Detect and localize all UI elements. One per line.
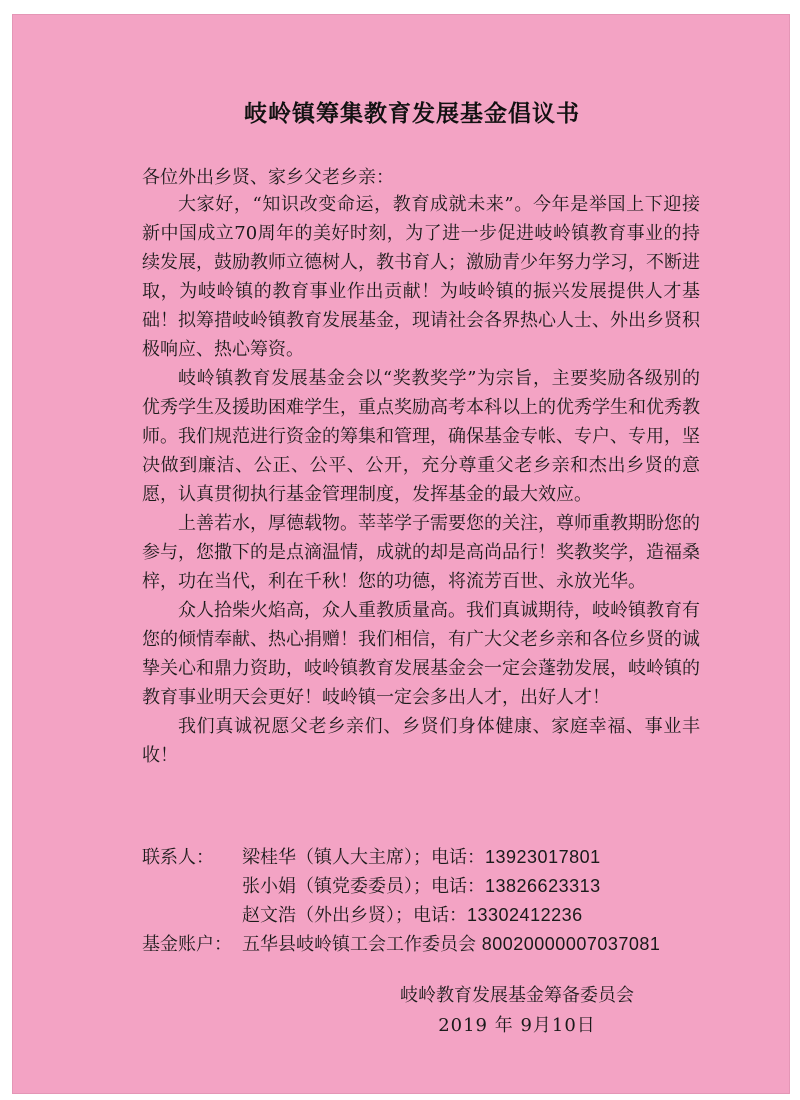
account-label: 基金账户： xyxy=(142,934,232,955)
paragraph-3: 上善若水，厚德载物。莘莘学子需要您的关注，尊师重教期盼您的参与，您撒下的是点滴温情，成就的却是高尚品行！奖教奖学，造福桑梓，功在当代，利在千秋！您的功德，将流芳百世、永放光华。 xyxy=(142,513,700,592)
contact-row-3 xyxy=(142,901,660,930)
account-name: 五华县岐岭镇工会工作委员会 xyxy=(242,934,476,955)
paragraph-1: 大家好，“知识改变命运，教育成就未来”。今年是举国上下迎接新中国成立70周年的美好时刻，为了进一步促进岐岭镇教育事业的持续发展，鼓励教师立德树人，教书育人；激励青少年努力学习，不断进取，为岐岭镇的教育事业作出贡献！为岐岭镇的振兴发展提供人才基础！拟筹措岐岭镇教育发展基金，现请社会各界热心人士、外出乡贤积极响应、热心筹资。 xyxy=(142,194,700,360)
paragraph-5: 我们真诚祝愿父老乡亲们、乡贤们身体健康、家庭幸福、事业丰收！ xyxy=(142,716,700,766)
contact-person-2: 张小娟（镇党委委员）；电话： xyxy=(242,876,485,897)
document-title: 岐岭镇筹集教育发展基金倡议书 xyxy=(244,101,580,127)
contact-block xyxy=(142,843,660,959)
contact-row-2 xyxy=(142,872,660,901)
salutation: 各位外出乡贤、家乡父老乡亲： xyxy=(142,167,394,188)
contact-phone-2: 13826623313 xyxy=(485,876,601,896)
signature-org: 岐岭教育发展基金筹备委员会 xyxy=(400,985,634,1006)
account-row xyxy=(142,930,660,959)
paragraph-4: 众人拾柴火焰高，众人重教质量高。我们真诚期待，岐岭镇教育有您的倾情奉献、热心捐赠！我们相信，有广大父老乡亲和各位乡贤的诚挚关心和鼎力资助，岐岭镇教育发展基金会一定会蓬勃发展，岐岭镇的教育事业明天会更好！岐岭镇一定会多出人才，出好人才！ xyxy=(142,600,700,708)
contact-row-1 xyxy=(142,843,660,872)
pink-paper-sheet xyxy=(12,14,790,1094)
account-number: 80020000007037081 xyxy=(481,934,661,954)
signature-date: 2019 年 9月10日 xyxy=(438,1015,596,1036)
contact-phone-1: 13923017801 xyxy=(485,847,601,867)
contact-label: 联系人： xyxy=(142,847,214,868)
contact-person-3: 赵文浩（外出乡贤）；电话： xyxy=(242,905,467,926)
contact-person-1: 梁桂华（镇人大主席）；电话： xyxy=(242,847,485,868)
contact-phone-3: 13302412236 xyxy=(467,905,583,925)
paragraph-2: 岐岭镇教育发展基金会以“奖教奖学”为宗旨，主要奖励各级别的优秀学生及援助困难学生，重点奖励高考本科以上的优秀学生和优秀教师。我们规范进行资金的筹集和管理，确保基金专帐、专户、专用，坚决做到廉洁、公正、公平、公开，充分尊重父老乡亲和杰出乡贤的意愿，认真贯彻执行基金管理制度，发挥基金的最大效应。 xyxy=(142,368,700,505)
letter-body xyxy=(142,190,700,770)
signature-block xyxy=(400,981,634,1041)
